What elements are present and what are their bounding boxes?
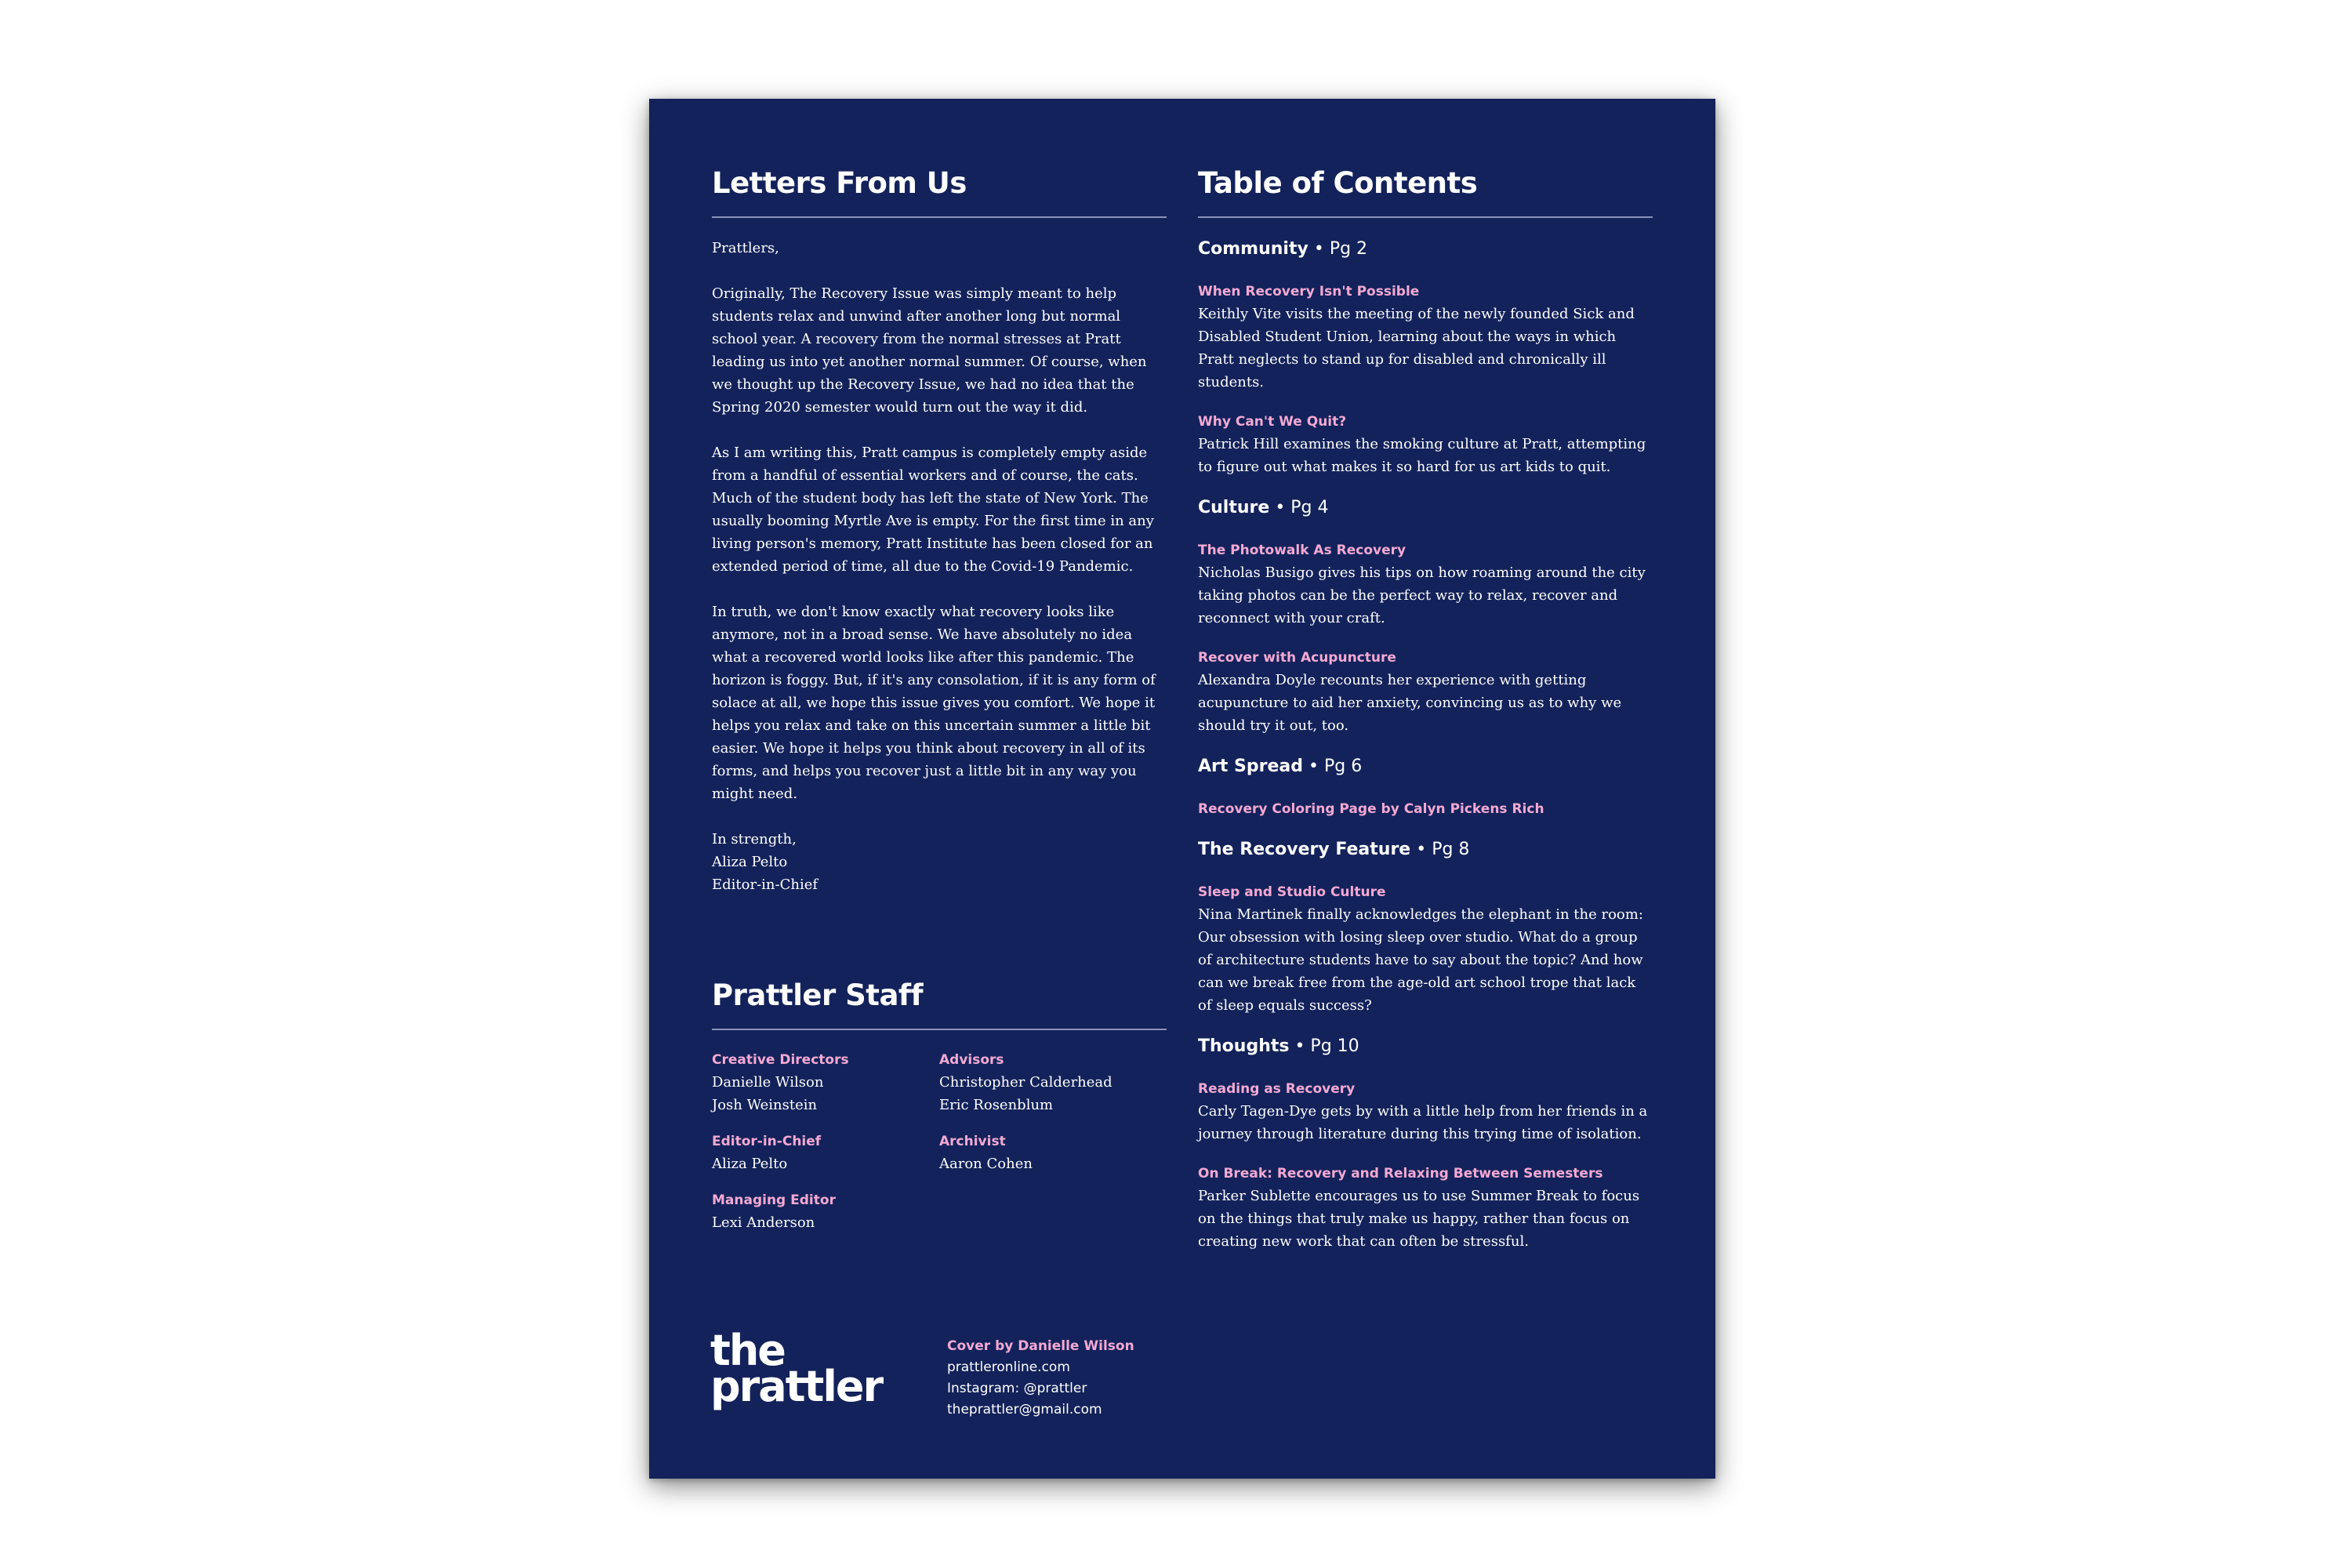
toc-section-page: • Pg 2 bbox=[1313, 239, 1368, 259]
letter-paragraph: As I am writing this, Pratt campus is completely empty aside from a handful of essential workers and of course, the cats. Much of the student body has left the state of New York. The usually booming Myrtle Ave is empty. For the first time in any living person's memory, Pratt Institute has been closed for an extended period of time, all due to the Covid-19 Pandemic. bbox=[712, 445, 1154, 575]
staff-name: Aaron Cohen bbox=[939, 1156, 1033, 1172]
cover-credit: Cover by Danielle Wilson bbox=[947, 1338, 1134, 1354]
toc-entry[interactable] bbox=[1198, 1163, 1653, 1253]
letter-signoff bbox=[712, 828, 1167, 896]
staff-name: Danielle Wilson bbox=[712, 1074, 824, 1091]
toc-divider bbox=[1198, 216, 1653, 218]
staff-grid bbox=[712, 1049, 1167, 1248]
toc-entry[interactable] bbox=[1198, 1078, 1653, 1145]
instagram-handle[interactable]: Instagram: @prattler bbox=[947, 1381, 1087, 1396]
staff-group bbox=[712, 1049, 939, 1116]
letters-heading: Letters From Us bbox=[712, 166, 967, 200]
toc-entry-title: The Photowalk As Recovery bbox=[1198, 543, 1406, 558]
toc-section-title bbox=[1198, 754, 1653, 779]
letter-closing: In strength, bbox=[712, 831, 797, 848]
staff-group bbox=[712, 1131, 939, 1175]
toc-entry-title: Why Can't We Quit? bbox=[1198, 414, 1347, 430]
toc-section-title bbox=[1198, 1034, 1653, 1059]
toc-section-page: • Pg 6 bbox=[1308, 757, 1363, 776]
staff-section bbox=[712, 974, 1167, 1248]
toc-entry[interactable] bbox=[1198, 281, 1653, 394]
staff-heading: Prattler Staff bbox=[712, 978, 924, 1012]
letter-salutation: Prattlers, bbox=[712, 240, 779, 256]
toc-section-name: Community bbox=[1198, 239, 1308, 259]
toc-column bbox=[1198, 162, 1653, 1270]
staff-name: Josh Weinstein bbox=[712, 1097, 818, 1113]
toc-entry-desc: Nina Martinek finally acknowledges the elephant in the room: Our obsession with losing sleep over studio. What do a group of architecture students have to say about the topic? And how can we break free from the age-old art school trope that lack of sleep equals success? bbox=[1198, 906, 1643, 1014]
toc-entry[interactable] bbox=[1198, 798, 1653, 820]
toc-section-page: • Pg 8 bbox=[1416, 840, 1470, 859]
toc-entry[interactable] bbox=[1198, 881, 1653, 1017]
toc-entry[interactable] bbox=[1198, 411, 1653, 478]
toc-section-name: Culture bbox=[1198, 498, 1270, 517]
toc-entry-desc: Patrick Hill examines the smoking culture at Pratt, attempting to figure out what makes it so hard for us art kids to quit. bbox=[1198, 436, 1646, 475]
letter-signature-title: Editor-in-Chief bbox=[712, 877, 818, 893]
staff-name: Christopher Calderhead bbox=[939, 1074, 1112, 1091]
footer-credits bbox=[947, 1336, 1134, 1421]
toc-entry-title: Recover with Acupuncture bbox=[1198, 650, 1396, 666]
toc-entry-title: When Recovery Isn't Possible bbox=[1198, 284, 1420, 299]
staff-column bbox=[939, 1049, 1167, 1248]
staff-group bbox=[939, 1049, 1167, 1116]
toc-entry[interactable] bbox=[1198, 539, 1653, 630]
staff-group bbox=[712, 1189, 939, 1234]
email-link[interactable]: theprattler@gmail.com bbox=[947, 1402, 1102, 1417]
letter-paragraph: Originally, The Recovery Issue was simply meant to help students relax and unwind after another long but normal school year. A recovery from the normal stresses at Pratt leading us into yet another normal summer. Of course, when we thought up the Recovery Issue, we had no idea that the Spring 2020 semester would turn out the way it did. bbox=[712, 285, 1147, 416]
letters-divider bbox=[712, 216, 1167, 218]
toc-entry-desc: Nicholas Busigo gives his tips on how roaming around the city taking photos can be the perfect way to relax, recover and reconnect with your craft. bbox=[1198, 564, 1646, 626]
toc-entry-desc: Parker Sublette encourages us to use Summer Break to focus on the things that truly make us happy, rather than focus on creating new work that can often be stressful. bbox=[1198, 1188, 1640, 1250]
website-link[interactable]: prattleronline.com bbox=[947, 1359, 1070, 1375]
staff-name: Eric Rosenblum bbox=[939, 1097, 1054, 1113]
toc-section-title bbox=[1198, 237, 1653, 262]
toc-entry-desc: Keithly Vite visits the meeting of the newly founded Sick and Disabled Student Union, learning about the ways in which Pratt neglects to stand up for disabled and chronically ill students. bbox=[1198, 306, 1635, 390]
staff-group bbox=[939, 1131, 1167, 1175]
staff-role: Archivist bbox=[939, 1134, 1006, 1149]
staff-role: Managing Editor bbox=[712, 1192, 836, 1208]
staff-column bbox=[712, 1049, 939, 1248]
toc-entry-desc: Alexandra Doyle recounts her experience with getting acupuncture to aid her anxiety, convincing us as to why we should try it out, too. bbox=[1198, 672, 1622, 734]
toc-section-title bbox=[1198, 495, 1653, 521]
toc-heading: Table of Contents bbox=[1198, 166, 1478, 200]
logo-line: prattler bbox=[710, 1362, 883, 1411]
toc-entry-desc: Carly Tagen-Dye gets by with a little help from her friends in a journey through literature during this trying time of isolation. bbox=[1198, 1103, 1648, 1142]
toc-section-page: • Pg 10 bbox=[1289, 1036, 1359, 1056]
staff-role: Editor-in-Chief bbox=[712, 1134, 822, 1149]
prattler-logo bbox=[710, 1326, 883, 1411]
staff-name: Lexi Anderson bbox=[712, 1214, 815, 1231]
toc-section-name: Thoughts bbox=[1198, 1036, 1290, 1056]
staff-role: Creative Directors bbox=[712, 1052, 849, 1068]
toc-entry-title: Reading as Recovery bbox=[1198, 1081, 1356, 1097]
logo-line: the bbox=[710, 1326, 785, 1375]
toc-section-page: • Pg 4 bbox=[1275, 498, 1329, 517]
toc-entry-title: On Break: Recovery and Relaxing Between Semesters bbox=[1198, 1166, 1603, 1181]
toc-section-name: Art Spread bbox=[1198, 757, 1304, 776]
letter-signature-name: Aliza Pelto bbox=[712, 854, 788, 870]
toc-entry[interactable] bbox=[1198, 647, 1653, 737]
toc-section-title bbox=[1198, 837, 1653, 862]
staff-role: Advisors bbox=[939, 1052, 1004, 1068]
magazine-page bbox=[649, 99, 1715, 1479]
toc-section-name: The Recovery Feature bbox=[1198, 840, 1411, 859]
toc-entry-title: Recovery Coloring Page by Calyn Pickens Rich bbox=[1198, 801, 1544, 817]
letters-column bbox=[712, 162, 1167, 896]
letter-paragraph: In truth, we don't know exactly what recovery looks like anymore, not in a broad sense. We have absolutely no idea what a recovered world looks like after this pandemic. The horizon is foggy. But, if it's any consolation, if it is any form of solace at all, we hope this issue gives you comfort. We hope it helps you relax and take on this uncertain summer a little bit easier. We hope it helps you think about recovery in all of its forms, and helps you recover just a little bit in any way you might need. bbox=[712, 604, 1156, 802]
staff-name: Aliza Pelto bbox=[712, 1156, 788, 1172]
staff-divider bbox=[712, 1029, 1167, 1030]
toc-entry-title: Sleep and Studio Culture bbox=[1198, 884, 1386, 900]
